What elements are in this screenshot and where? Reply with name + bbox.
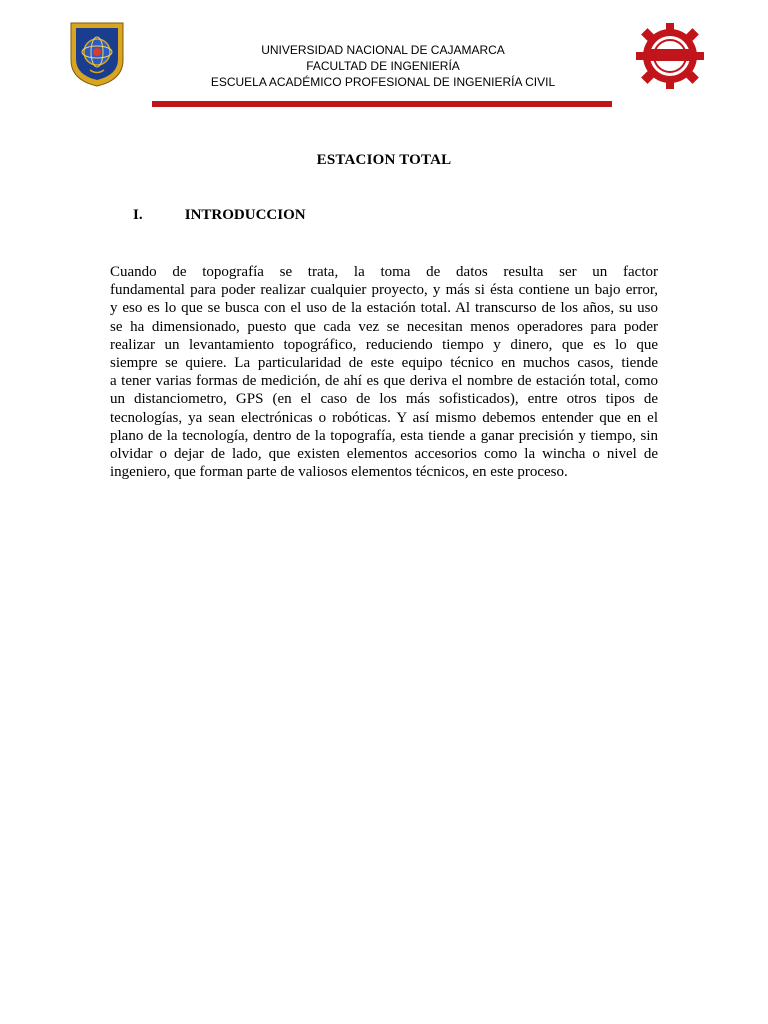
paragraph-line: ingeniero, que forman parte de valiosos elementos técnicos, en este proceso. bbox=[110, 464, 568, 481]
paragraph-line: realizar un levantamiento topográfico, reduciendo tiempo y dinero, que es lo que bbox=[110, 336, 658, 353]
section-number: I. bbox=[133, 207, 143, 223]
paragraph-line: Cuando de topografía se trata, la toma de datos resulta ser un factor bbox=[110, 264, 658, 280]
paragraph-line: fundamental para poder realizar cualquier proyecto, y más si ésta contiene un bajo error, bbox=[110, 282, 658, 299]
institution-header bbox=[150, 42, 616, 90]
university-shield-logo bbox=[68, 20, 126, 88]
school-name: ESCUELA ACADÉMICO PROFESIONAL DE INGENIERÍA CIVIL bbox=[210, 75, 556, 89]
introduction-paragraph bbox=[110, 263, 658, 481]
faculty-name: FACULTAD DE INGENIERÍA bbox=[306, 59, 460, 73]
section-title: INTRODUCCION bbox=[184, 207, 306, 223]
paragraph-line: se ha dimensionado, puesto que cada vez se necesitan menos operadores para poder bbox=[110, 318, 658, 335]
paragraph-line: siempre se quiere. La particularidad de este equipo técnico en muchos casos, tiende bbox=[110, 354, 658, 371]
header-divider bbox=[152, 101, 612, 107]
section-heading bbox=[133, 207, 306, 224]
paragraph-line: plano de la tecnología, dentro de la topografía, esta tiende a ganar precisión y tiempo, sin bbox=[110, 427, 658, 444]
paragraph-line: un distanciometro, GPS (en el caso de los más sofisticados), entre otros tipos de bbox=[110, 391, 658, 408]
engineering-gear-logo bbox=[634, 22, 706, 90]
university-name: UNIVERSIDAD NACIONAL DE CAJAMARCA bbox=[261, 43, 505, 57]
paragraph-line: olvidar o dejar de lado, que existen elementos accesorios como la wincha o nivel de bbox=[110, 445, 658, 462]
paragraph-line: a tener varias formas de medición, de ahí es que deriva el nombre de estación total, como bbox=[110, 373, 658, 390]
paragraph-line: y eso es lo que se busca con el uso de la estación total. Al transcurso de los años, su uso bbox=[110, 300, 658, 317]
paragraph-line: tecnologías, ya sean electrónicas o robóticas. Y así mismo debemos entender que en el bbox=[110, 409, 658, 426]
document-title: ESTACION TOTAL bbox=[316, 152, 452, 168]
